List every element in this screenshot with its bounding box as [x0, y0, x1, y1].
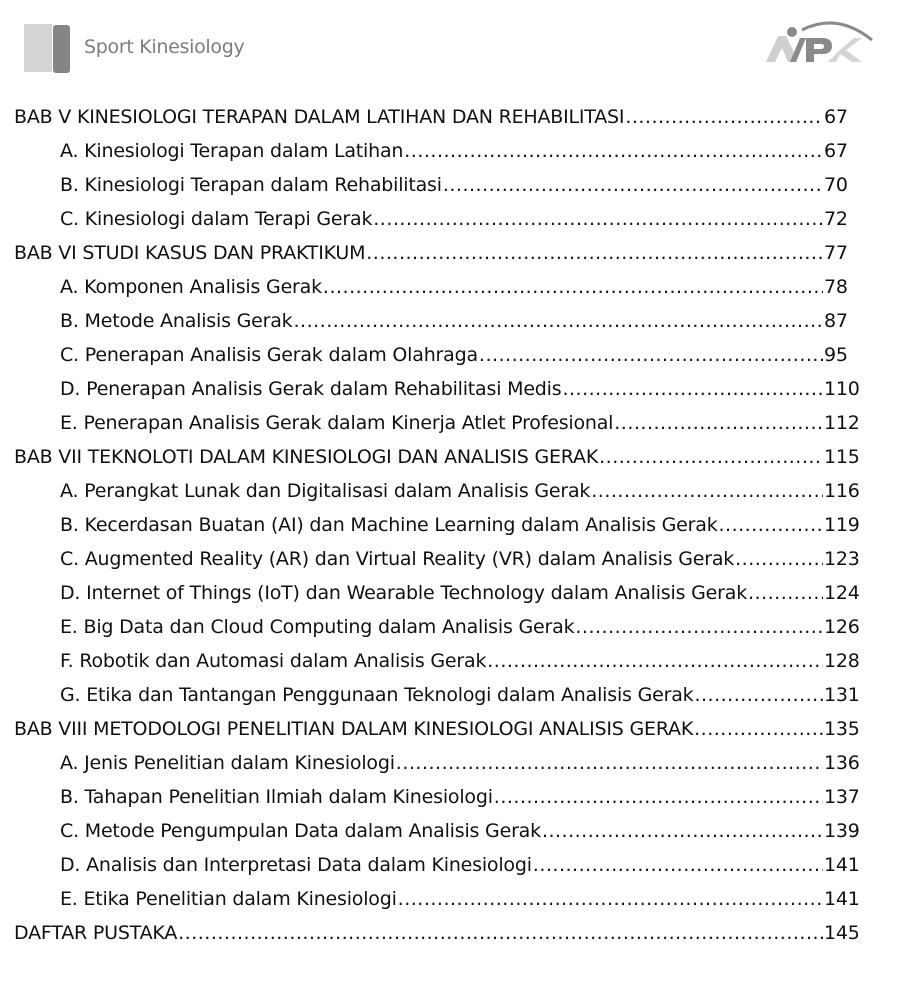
toc-section-entry[interactable] — [0, 473, 860, 507]
toc-dot-leader — [542, 820, 823, 842]
toc-entry-title: D. Internet of Things (IoT) dan Wearable Technology dalam Analisis Gerak — [60, 582, 747, 604]
publisher-logo-icon — [762, 18, 877, 68]
toc-section-entry[interactable] — [0, 643, 860, 677]
toc-section-entry[interactable] — [0, 677, 860, 711]
toc-page-number: 110 — [824, 378, 860, 400]
toc-dot-leader — [562, 378, 823, 400]
toc-chapter-entry[interactable] — [0, 711, 860, 745]
toc-dot-leader — [614, 412, 823, 434]
toc-section-entry[interactable] — [0, 541, 860, 575]
toc-page-number: 124 — [824, 582, 860, 604]
toc-entry-title: B. Kecerdasan Buatan (AI) dan Machine Learning dalam Analisis Gerak — [60, 514, 718, 536]
toc-page-number: 139 — [824, 820, 860, 842]
toc-page-number: 126 — [824, 616, 860, 638]
toc-section-entry[interactable] — [0, 507, 860, 541]
toc-page-number: 119 — [824, 514, 860, 536]
toc-page-number: 78 — [824, 276, 848, 298]
toc-page-number: 67 — [824, 106, 848, 128]
toc-section-entry[interactable] — [0, 337, 860, 371]
toc-entry-title: B. Kinesiologi Terapan dalam Rehabilitasi — [60, 174, 442, 196]
toc-entry-title: B. Metode Analisis Gerak — [60, 310, 293, 332]
toc-chapter-entry[interactable] — [0, 99, 860, 133]
toc-chapter-entry[interactable] — [0, 439, 860, 473]
toc-section-entry[interactable] — [0, 881, 860, 915]
toc-dot-leader — [533, 854, 823, 876]
toc-section-entry[interactable] — [0, 269, 860, 303]
toc-entry-title: BAB VIII METODOLOGI PENELITIAN DALAM KINESIOLOGI ANALISIS GERAK — [14, 718, 694, 740]
toc-entry-title: C. Augmented Reality (AR) dan Virtual Reality (VR) dalam Analisis Gerak — [60, 548, 735, 570]
toc-dot-leader — [748, 582, 823, 604]
toc-dot-leader — [323, 276, 823, 298]
toc-entry-title: F. Robotik dan Automasi dalam Analisis Gerak — [60, 650, 487, 672]
toc-section-entry[interactable] — [0, 167, 860, 201]
toc-dot-leader — [404, 140, 823, 162]
running-title: Sport Kinesiology — [84, 36, 245, 58]
header-bar-light — [24, 24, 52, 72]
toc-dot-leader — [373, 208, 823, 230]
toc-section-entry[interactable] — [0, 303, 860, 337]
toc-dot-leader — [178, 922, 823, 944]
toc-chapter-entry[interactable] — [0, 235, 860, 269]
toc-entry-title: A. Perangkat Lunak dan Digitalisasi dalam Analisis Gerak — [60, 480, 591, 502]
toc-section-entry[interactable] — [0, 575, 860, 609]
toc-entry-title: E. Penerapan Analisis Gerak dalam Kinerja Atlet Profesional — [60, 412, 614, 434]
toc-page-number: 141 — [824, 888, 860, 910]
toc-chapter-entry[interactable] — [0, 915, 860, 949]
toc-dot-leader — [719, 514, 823, 536]
toc-entry-title: G. Etika dan Tantangan Penggunaan Teknologi dalam Analisis Gerak — [60, 684, 694, 706]
toc-dot-leader — [396, 752, 823, 774]
toc-entry-title: C. Penerapan Analisis Gerak dalam Olahraga — [60, 344, 478, 366]
toc-entry-title: A. Komponen Analisis Gerak — [60, 276, 322, 298]
toc-section-entry[interactable] — [0, 133, 860, 167]
toc-dot-leader — [625, 106, 823, 128]
toc-page-number: 131 — [824, 684, 860, 706]
toc-page-number: 116 — [824, 480, 860, 502]
toc-dot-leader — [443, 174, 823, 196]
toc-section-entry[interactable] — [0, 813, 860, 847]
toc-page-number: 112 — [824, 412, 860, 434]
toc-entry-title: BAB V KINESIOLOGI TERAPAN DALAM LATIHAN DAN REHABILITASI — [14, 106, 625, 128]
table-of-contents — [0, 99, 900, 949]
toc-page-number: 136 — [824, 752, 860, 774]
toc-section-entry[interactable] — [0, 201, 860, 235]
toc-dot-leader — [398, 888, 823, 910]
toc-section-entry[interactable] — [0, 405, 860, 439]
toc-entry-title: E. Big Data dan Cloud Computing dalam Analisis Gerak — [60, 616, 575, 638]
toc-entry-title: A. Jenis Penelitian dalam Kinesiologi — [60, 752, 395, 774]
toc-entry-title: A. Kinesiologi Terapan dalam Latihan — [60, 140, 404, 162]
toc-dot-leader — [591, 480, 823, 502]
toc-dot-leader — [479, 344, 823, 366]
toc-section-entry[interactable] — [0, 609, 860, 643]
toc-dot-leader — [575, 616, 823, 638]
toc-page-number: 67 — [824, 140, 848, 162]
toc-entry-title: E. Etika Penelitian dalam Kinesiologi — [60, 888, 397, 910]
toc-entry-title: C. Metode Pengumpulan Data dalam Analisis Gerak — [60, 820, 541, 842]
toc-section-entry[interactable] — [0, 745, 860, 779]
toc-entry-title: C. Kinesiologi dalam Terapi Gerak — [60, 208, 373, 230]
toc-entry-title: DAFTAR PUSTAKA — [14, 922, 178, 944]
toc-page-number: 145 — [824, 922, 860, 944]
toc-dot-leader — [294, 310, 824, 332]
toc-page-number: 72 — [824, 208, 848, 230]
toc-page-number: 95 — [824, 344, 848, 366]
toc-section-entry[interactable] — [0, 847, 860, 881]
toc-dot-leader — [599, 446, 823, 468]
toc-page-number: 137 — [824, 786, 860, 808]
toc-page-number: 135 — [824, 718, 860, 740]
toc-page-number: 77 — [824, 242, 848, 264]
toc-entry-title: D. Penerapan Analisis Gerak dalam Rehabilitasi Medis — [60, 378, 562, 400]
toc-dot-leader — [366, 242, 823, 264]
toc-page-number: 70 — [824, 174, 848, 196]
toc-dot-leader — [487, 650, 823, 672]
page-header — [0, 0, 900, 95]
toc-entry-title: B. Tahapan Penelitian Ilmiah dalam Kinesiologi — [60, 786, 493, 808]
toc-entry-title: D. Analisis dan Interpretasi Data dalam Kinesiologi — [60, 854, 532, 876]
toc-entry-title: BAB VII TEKNOLOTI DALAM KINESIOLOGI DAN ANALISIS GERAK — [14, 446, 599, 468]
toc-dot-leader — [494, 786, 823, 808]
toc-page-number: 123 — [824, 548, 860, 570]
toc-page-number: 87 — [824, 310, 848, 332]
toc-section-entry[interactable] — [0, 779, 860, 813]
toc-page-number: 141 — [824, 854, 860, 876]
toc-entry-title: BAB VI STUDI KASUS DAN PRAKTIKUM — [14, 242, 366, 264]
toc-dot-leader — [694, 718, 823, 740]
toc-dot-leader — [735, 548, 823, 570]
header-bar-dark — [53, 25, 70, 73]
toc-dot-leader — [694, 684, 823, 706]
toc-page-number: 115 — [824, 446, 860, 468]
toc-page-number: 128 — [824, 650, 860, 672]
toc-section-entry[interactable] — [0, 371, 860, 405]
